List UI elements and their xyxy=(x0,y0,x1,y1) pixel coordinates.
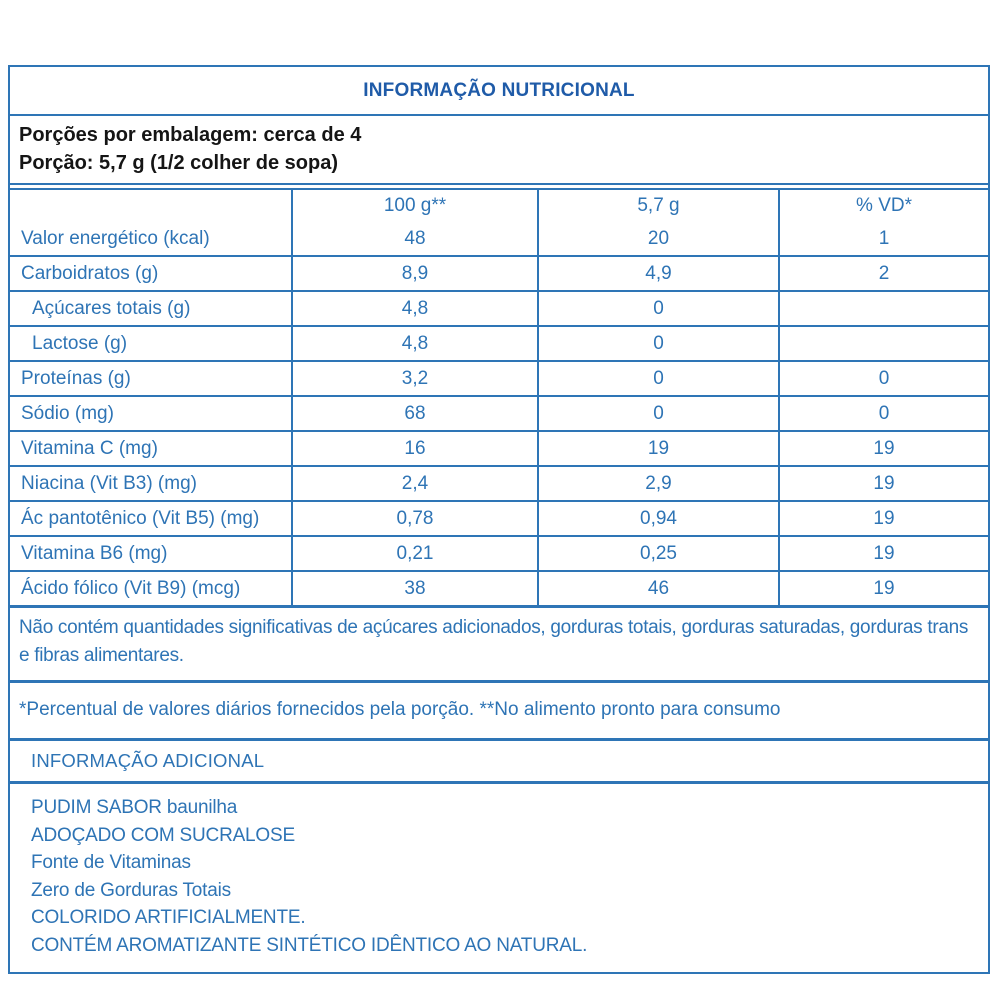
column-header-serving: 5,7 g xyxy=(537,190,778,222)
row-label: Ác pantotênico (Vit B5) (mg) xyxy=(21,507,260,529)
table-row xyxy=(10,395,988,430)
additional-info-item: PUDIM SABOR baunilha xyxy=(31,797,238,818)
additional-info-item: Fonte de Vitaminas xyxy=(31,852,191,873)
table-row xyxy=(10,465,988,500)
table-row xyxy=(10,360,988,395)
value-per-serving: 0 xyxy=(537,397,778,430)
value-per-100g: 0,21 xyxy=(291,537,537,570)
value-per-serving: 20 xyxy=(537,222,778,255)
value-percent-dv: 1 xyxy=(778,222,988,255)
row-label: Proteínas (g) xyxy=(21,367,131,389)
note-no-significant: Não contém quantidades significativas de açúcares adicionados, gorduras totais, gorduras saturadas, gorduras trans e fibras alimentares. xyxy=(10,605,988,680)
row-label: Ácido fólico (Vit B9) (mcg) xyxy=(21,577,241,599)
value-percent-dv: 0 xyxy=(778,362,988,395)
value-per-serving: 4,9 xyxy=(537,257,778,290)
value-percent-dv: 19 xyxy=(778,572,988,605)
row-label: Sódio (mg) xyxy=(21,402,114,424)
table-header-row xyxy=(10,190,988,222)
table-body xyxy=(10,222,988,605)
table-row xyxy=(10,325,988,360)
row-label: Vitamina C (mg) xyxy=(21,437,158,459)
row-label: Vitamina B6 (mg) xyxy=(21,542,168,564)
servings-per-package: Porções por embalagem: cerca de 4 xyxy=(19,124,362,146)
value-per-serving: 0,94 xyxy=(537,502,778,535)
additional-info-item: CONTÉM AROMATIZANTE SINTÉTICO IDÊNTICO AO NATURAL. xyxy=(31,934,588,956)
table-row xyxy=(10,500,988,535)
value-per-100g: 8,9 xyxy=(291,257,537,290)
note-footnote: *Percentual de valores diários fornecidos pela porção. **No alimento pronto para consumo xyxy=(10,680,988,738)
additional-info-item: Zero de Gorduras Totais xyxy=(31,879,231,901)
value-per-serving: 19 xyxy=(537,432,778,465)
value-per-100g: 0,78 xyxy=(291,502,537,535)
value-per-serving: 46 xyxy=(537,572,778,605)
serving-size: Porção: 5,7 g (1/2 colher de sopa) xyxy=(19,152,338,174)
label-title: INFORMAÇÃO NUTRICIONAL xyxy=(363,79,635,101)
value-per-serving: 0,25 xyxy=(537,537,778,570)
value-percent-dv: 19 xyxy=(778,537,988,570)
value-percent-dv: 0 xyxy=(778,397,988,430)
table-row xyxy=(10,430,988,465)
table-row xyxy=(10,290,988,325)
additional-info-list xyxy=(10,781,988,972)
table-row xyxy=(10,222,988,255)
value-per-100g: 48 xyxy=(291,222,537,255)
value-per-100g: 68 xyxy=(291,397,537,430)
value-percent-dv: 19 xyxy=(778,467,988,500)
value-per-100g: 16 xyxy=(291,432,537,465)
value-per-100g: 2,4 xyxy=(291,467,537,500)
value-per-100g: 3,2 xyxy=(291,362,537,395)
column-header-blank xyxy=(10,190,291,222)
nutrition-table xyxy=(10,188,988,605)
additional-info-heading: INFORMAÇÃO ADICIONAL xyxy=(10,738,988,781)
value-per-100g: 4,8 xyxy=(291,292,537,325)
value-per-serving: 0 xyxy=(537,292,778,325)
value-per-100g: 4,8 xyxy=(291,327,537,360)
table-row xyxy=(10,570,988,605)
value-per-serving: 0 xyxy=(537,327,778,360)
column-header-percent-dv: % VD* xyxy=(778,190,988,222)
row-label: Niacina (Vit B3) (mg) xyxy=(21,472,197,494)
table-row xyxy=(10,255,988,290)
value-per-serving: 0 xyxy=(537,362,778,395)
nutrition-label xyxy=(8,65,990,974)
row-label: Valor energético (kcal) xyxy=(21,227,210,249)
additional-info-item: COLORIDO ARTIFICIALMENTE. xyxy=(31,907,306,928)
value-percent-dv xyxy=(778,292,988,325)
row-label: Açúcares totais (g) xyxy=(32,297,191,319)
value-per-serving: 2,9 xyxy=(537,467,778,500)
value-per-100g: 38 xyxy=(291,572,537,605)
serving-info xyxy=(10,116,988,185)
row-label: Lactose (g) xyxy=(32,332,128,354)
column-header-100g: 100 g** xyxy=(291,190,537,222)
value-percent-dv: 2 xyxy=(778,257,988,290)
label-title-row xyxy=(10,67,988,116)
row-label: Carboidratos (g) xyxy=(21,262,159,284)
additional-info-item: ADOÇADO COM SUCRALOSE xyxy=(31,824,295,846)
value-percent-dv xyxy=(778,327,988,360)
value-percent-dv: 19 xyxy=(778,432,988,465)
table-row xyxy=(10,535,988,570)
value-percent-dv: 19 xyxy=(778,502,988,535)
